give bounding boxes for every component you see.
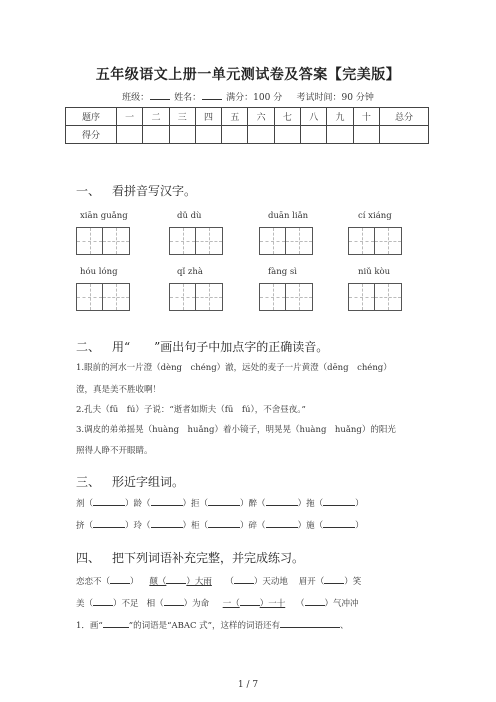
word-char: ）玲（ — [125, 521, 151, 531]
pinyin-label: dǔ dù — [177, 211, 202, 221]
answer-blank[interactable] — [151, 497, 183, 506]
word-char: 剂（ — [76, 499, 94, 509]
score-header-cell: 四 — [195, 108, 221, 126]
word-char: ）碎（ — [240, 521, 266, 531]
writing-grid[interactable] — [259, 227, 313, 255]
question-line — [76, 619, 349, 631]
idiom-row — [76, 597, 359, 609]
score-cell[interactable] — [301, 126, 327, 144]
score-cell[interactable] — [274, 126, 300, 144]
word-char: ）拖（ — [297, 499, 324, 509]
answer-blank[interactable] — [93, 597, 113, 606]
pinyin-label: xiān guǎng — [80, 211, 128, 221]
idiom-text: ）气冲冲 — [324, 599, 359, 609]
score-cell[interactable] — [143, 126, 169, 144]
section-3-heading — [76, 473, 184, 490]
question-line: 澄，真是美不胜收啊！ — [76, 385, 162, 395]
answer-blank[interactable] — [93, 497, 125, 506]
word-row — [76, 497, 364, 509]
page-number: 1 / 7 — [237, 680, 259, 690]
word-row — [76, 519, 364, 531]
writing-grid[interactable] — [76, 227, 130, 255]
answer-blank[interactable] — [266, 497, 298, 506]
writing-grid[interactable] — [348, 283, 402, 311]
score-header-cell: 十 — [353, 108, 379, 126]
answer-blank[interactable] — [164, 597, 184, 606]
idiom-text: ）天动地 — [253, 577, 288, 587]
class-label: 班级： — [122, 93, 150, 103]
answer-blank[interactable] — [305, 597, 325, 606]
idiom-text: 眉开（ — [298, 577, 325, 587]
question-text: ”的词语是“ABAC 式”，这样的词语还有 — [128, 621, 281, 631]
word-char: ）拒（ — [182, 499, 209, 509]
score-cell[interactable] — [248, 126, 274, 144]
idiom-text: 一（ — [222, 599, 240, 609]
section-1-heading — [76, 182, 196, 199]
answer-blank[interactable] — [323, 497, 355, 506]
idiom-text: 美（ — [76, 599, 94, 609]
full-score: 满分：100 分 — [226, 93, 283, 103]
pinyin-label: qǐ zhà — [177, 267, 203, 277]
answer-blank[interactable] — [93, 519, 125, 528]
name-label: 姓名： — [174, 93, 202, 103]
score-header-cell: 总分 — [380, 108, 429, 126]
name-blank — [202, 91, 222, 100]
writing-grid[interactable] — [259, 283, 313, 311]
writing-grid[interactable] — [169, 283, 223, 311]
score-header-cell: 七 — [274, 108, 300, 126]
section-3-title: 形近字组词。 — [112, 475, 185, 489]
score-table-score-row — [66, 126, 429, 144]
word-char: ）柜（ — [182, 521, 209, 531]
score-header-cell: 六 — [248, 108, 274, 126]
score-header-cell: 一 — [117, 108, 143, 126]
writing-grid[interactable] — [169, 227, 223, 255]
writing-grid[interactable] — [76, 283, 130, 311]
answer-blank[interactable] — [234, 575, 254, 584]
word-char: ）龄（ — [125, 499, 151, 509]
idiom-text: ）不足 — [113, 599, 139, 609]
answer-blank[interactable] — [280, 619, 340, 628]
score-cell[interactable] — [353, 126, 379, 144]
writing-grid[interactable] — [348, 227, 402, 255]
score-header-cell: 五 — [222, 108, 248, 126]
pinyin-label: hóu lóng — [80, 267, 118, 277]
score-table — [65, 107, 429, 144]
score-table-header-row — [66, 108, 429, 126]
question-line: 2.孔夫（fū fú）子说：“逝者如斯夫（fū fú），不舍昼夜。” — [76, 405, 306, 415]
score-cell[interactable] — [380, 126, 429, 144]
page-title: 五年级语文上册一单元测试卷及答案【完美版】 — [95, 67, 401, 83]
idiom-text: （ — [225, 577, 234, 587]
score-cell[interactable] — [327, 126, 353, 144]
answer-blank[interactable] — [151, 519, 183, 528]
answer-blank[interactable] — [103, 619, 129, 628]
word-char: ） — [355, 521, 364, 531]
word-char: 挤（ — [76, 521, 94, 531]
answer-blank[interactable] — [266, 519, 298, 528]
section-2-heading — [76, 338, 328, 355]
section-2-title: 用“ ”画出句子中加点字的正确读音。 — [112, 340, 329, 354]
section-4-num: 四、 — [76, 551, 101, 565]
section-1-title: 看拼音写汉字。 — [112, 184, 197, 198]
section-4-title: 把下列词语补充完整，并完成练习。 — [112, 551, 305, 565]
exam-time: 考试时间：90 分钟 — [296, 93, 374, 103]
answer-blank[interactable] — [324, 575, 344, 584]
section-3-num: 三、 — [76, 475, 101, 489]
idiom-text: 恋恋不（ — [76, 577, 111, 587]
pinyin-label: duān liǎn — [268, 211, 309, 221]
score-header-cell: 九 — [327, 108, 353, 126]
answer-blank[interactable] — [208, 497, 240, 506]
answer-blank[interactable] — [208, 519, 240, 528]
idiom-text: 相（ — [146, 599, 164, 609]
info-line — [0, 90, 496, 103]
score-header-cell: 题序 — [66, 108, 117, 126]
score-cell[interactable] — [169, 126, 195, 144]
idiom-text: ）大雨 — [186, 577, 212, 587]
word-char: ）施（ — [297, 521, 324, 531]
score-header-cell: 二 — [143, 108, 169, 126]
idiom-text: ）为命 — [183, 599, 210, 609]
answer-blank[interactable] — [240, 597, 260, 606]
score-cell[interactable] — [117, 126, 143, 144]
answer-blank[interactable] — [166, 575, 186, 584]
word-char: ）醉（ — [240, 499, 266, 509]
score-header-cell: 八 — [301, 108, 327, 126]
pinyin-label: niǔ kòu — [358, 267, 391, 277]
section-2-num: 二、 — [76, 340, 101, 354]
question-text: 、 — [340, 621, 349, 631]
idiom-text: ） — [130, 577, 139, 587]
question-text: 1．画“ — [76, 621, 103, 631]
idiom-text: ）笑 — [344, 577, 362, 587]
score-cell[interactable] — [195, 126, 221, 144]
idiom-text: 颠（ — [149, 577, 167, 587]
section-4-heading — [76, 549, 304, 566]
score-row-label: 得分 — [66, 126, 117, 144]
answer-blank[interactable] — [110, 575, 130, 584]
idiom-text: （ — [296, 599, 305, 609]
idiom-row — [76, 575, 361, 587]
question-line: 3.调皮的弟弟摇晃（huàng huǎng）着小镜子，明晃晃（huàng huǎng）的阳光 — [76, 425, 396, 435]
score-cell[interactable] — [222, 126, 248, 144]
pinyin-label: fàng sì — [268, 267, 297, 277]
word-char: ） — [355, 499, 364, 509]
question-line: 1.眼前的河水一片澄（dèng chéng）澈，远处的麦子一片黄澄（dēng chéng） — [76, 363, 392, 373]
class-blank — [150, 91, 170, 100]
score-header-cell: 三 — [169, 108, 195, 126]
idiom-text: ）一十 — [259, 599, 286, 609]
question-line: 照得人睁不开眼睛。 — [76, 446, 153, 456]
answer-blank[interactable] — [323, 519, 355, 528]
section-1-num: 一、 — [76, 184, 101, 198]
pinyin-label: cí xiáng — [358, 211, 392, 221]
